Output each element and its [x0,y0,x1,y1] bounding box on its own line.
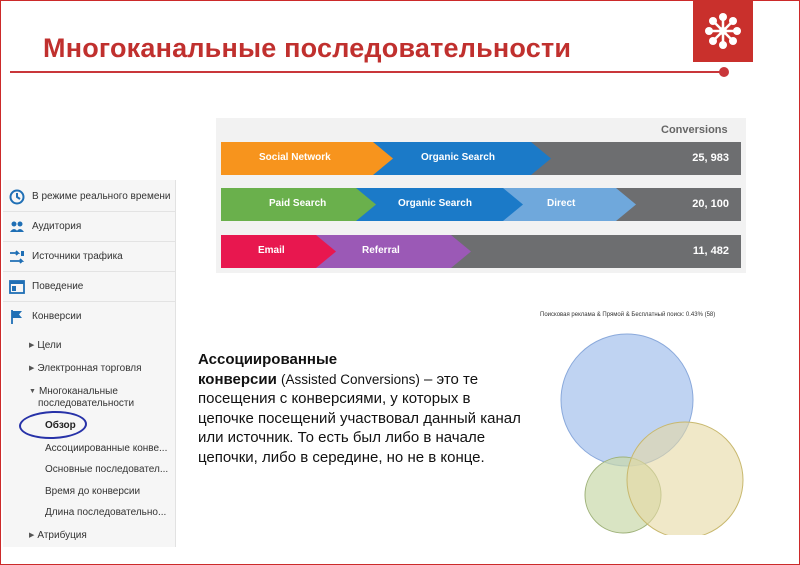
sidebar-item-label: Источники трафика [32,251,123,262]
assisted-conversions-description [198,350,528,467]
channel-path-row [221,235,741,268]
realtime-icon [9,189,25,205]
sidebar-subitem-attribution[interactable]: ▶ Атрибуция [29,530,87,541]
segment-label: Direct [547,198,576,209]
venn-caption: Поисковая реклама & Прямой & Бесплатный поиск: 0.43% (58) [540,312,716,318]
caret-right-icon: ▶ [29,365,35,372]
sidebar-item-realtime[interactable] [3,182,175,212]
sidebar-subitem-assisted[interactable]: Ассоциированные конве... [45,443,168,454]
behavior-icon [9,279,25,295]
segment-label: Organic Search [421,152,495,163]
sidebar-subitem-goals[interactable]: ▶ Цели [29,340,62,351]
analytics-sidebar [3,180,176,547]
segment-label: Referral [362,245,400,256]
sidebar-subitem-time-lag[interactable]: Время до конверсии [45,486,141,497]
sidebar-subitem-top-paths[interactable]: Основные последовател... [45,464,169,475]
conversion-count: 25, 983 [692,152,729,164]
conversion-count: 20, 100 [692,198,729,210]
caret-down-icon: ▼ [29,388,36,395]
sidebar-item-label: Поведение [32,281,84,292]
snowflake-logo-icon [703,11,743,51]
caret-right-icon: ▶ [29,532,35,539]
conversion-count: 11, 482 [692,245,729,257]
channel-path-shapes [221,235,741,268]
sidebar-item-conversions[interactable] [3,302,175,332]
venn-diagram [535,320,755,535]
term-heading: Ассоциированные [198,351,338,368]
channel-path-row [221,188,741,221]
sidebar-subitem-mcf[interactable]: ▼ Многоканальные последовательности [29,386,135,409]
traffic-sources-icon [9,249,25,265]
sidebar-item-behavior[interactable] [3,272,175,302]
sidebar-subitem-overview[interactable]: Обзор [45,420,76,431]
conversions-header: Conversions [661,124,728,136]
title-divider-dot [719,67,729,77]
audience-icon [9,219,25,235]
term-heading-word: конверсии [198,370,277,388]
segment-label: Social Network [259,152,331,163]
sidebar-item-label: В режиме реального времени [32,191,171,202]
sidebar-subitem-ecommerce[interactable]: ▶ Электронная торговля [29,363,142,374]
sidebar-item-audience[interactable] [3,212,175,242]
segment-label: Email [258,245,285,256]
brand-logo [693,0,753,62]
segment-label: Organic Search [398,198,472,209]
conversions-flag-icon [9,309,25,325]
term-english: (Assisted Conversions) [281,371,420,387]
sidebar-item-label: Конверсии [32,311,82,322]
venn-circle-tan [627,422,743,535]
sidebar-item-label: Аудитория [32,221,82,232]
sidebar-item-traffic-sources[interactable] [3,242,175,272]
channel-path-row [221,142,741,175]
slide-title: Многоканальные последовательности [43,33,572,63]
term-definition: – это те посещения с конверсиями, у которых в цепочке посещений участвовал данный канал или источник. То есть был либо в начале цепочки, либо в середине, но не в конце. [198,370,521,466]
segment-label: Paid Search [269,198,327,209]
sidebar-subitem-path-length[interactable]: Длина последовательно... [45,507,167,518]
title-divider [10,71,722,73]
caret-right-icon: ▶ [29,342,35,349]
